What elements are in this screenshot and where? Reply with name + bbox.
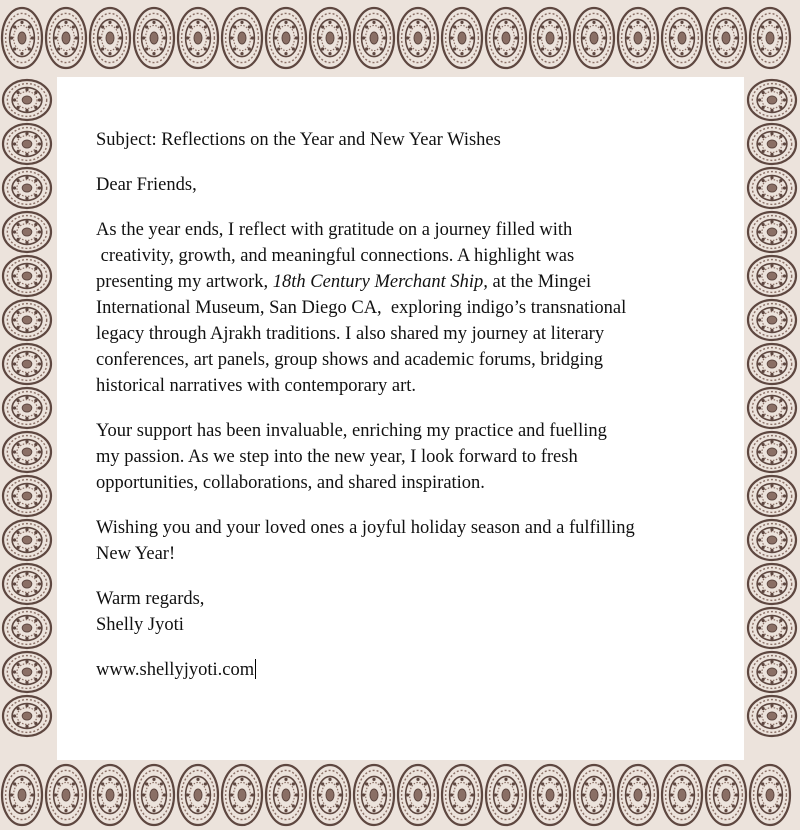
medallion-motif bbox=[748, 124, 796, 164]
medallion-motif bbox=[3, 520, 51, 560]
medallion-motif bbox=[266, 765, 306, 825]
medallion-motif bbox=[222, 8, 262, 68]
medallion-motif bbox=[574, 8, 614, 68]
medallion-motif bbox=[3, 124, 51, 164]
medallion-motif bbox=[3, 168, 51, 208]
medallion-motif bbox=[748, 256, 796, 296]
medallion-motif bbox=[748, 520, 796, 560]
medallion-motif bbox=[574, 765, 614, 825]
artwork-title: 18th Century Merchant Ship, bbox=[272, 272, 488, 292]
medallion-motif bbox=[310, 8, 350, 68]
text-line: opportunities, collaborations, and shared inspiration. bbox=[96, 473, 485, 493]
subject-line: Subject: Reflections on the Year and New Year Wishes bbox=[96, 130, 501, 150]
medallion-motif bbox=[90, 765, 130, 825]
closing: Warm regards, bbox=[96, 589, 205, 609]
medallion-motif bbox=[3, 564, 51, 604]
medallion-motif bbox=[748, 168, 796, 208]
medallion-motif bbox=[662, 8, 702, 68]
text-line: creativity, growth, and meaningful connections. A highlight was bbox=[96, 246, 575, 266]
medallion-motif bbox=[3, 608, 51, 648]
text-line: International Museum, San Diego CA, exploring indigo’s transnational bbox=[96, 298, 627, 318]
medallion-motif bbox=[3, 696, 51, 736]
paragraph-reflection bbox=[96, 217, 696, 399]
medallion-motif bbox=[662, 765, 702, 825]
medallion-motif bbox=[486, 8, 526, 68]
text-line: legacy through Ajrakh traditions. I also shared my journey at literary bbox=[96, 324, 605, 344]
medallion-motif bbox=[3, 388, 51, 428]
medallion-motif bbox=[3, 80, 51, 120]
greeting: Dear Friends, bbox=[96, 175, 197, 195]
text-line bbox=[96, 269, 696, 295]
medallion-motif bbox=[3, 476, 51, 516]
medallion-motif bbox=[748, 608, 796, 648]
medallion-motif bbox=[750, 765, 790, 825]
medallion-motif bbox=[3, 432, 51, 472]
letter-body bbox=[96, 127, 696, 683]
medallion-motif bbox=[3, 300, 51, 340]
medallion-motif bbox=[178, 765, 218, 825]
medallion-motif bbox=[618, 765, 658, 825]
paragraph-gratitude bbox=[96, 418, 696, 496]
medallion-motif bbox=[398, 765, 438, 825]
medallion-motif bbox=[748, 476, 796, 516]
signature: Shelly Jyoti bbox=[96, 615, 184, 635]
medallion-motif bbox=[748, 80, 796, 120]
medallion-motif bbox=[706, 765, 746, 825]
text-line: historical narratives with contemporary art. bbox=[96, 376, 417, 396]
medallion-motif bbox=[748, 652, 796, 692]
medallion-motif bbox=[618, 8, 658, 68]
medallion-motif bbox=[706, 8, 746, 68]
text-line: my passion. As we step into the new year, I look forward to fresh bbox=[96, 447, 578, 467]
medallion-motif bbox=[748, 564, 796, 604]
medallion-motif bbox=[90, 8, 130, 68]
text-fragment: at the Mingei bbox=[487, 272, 592, 292]
medallion-motif bbox=[354, 765, 394, 825]
medallion-motif bbox=[178, 8, 218, 68]
medallion-motif bbox=[748, 300, 796, 340]
website-link[interactable]: www.shellyjyoti.com bbox=[96, 660, 255, 680]
text-line: Your support has been invaluable, enriching my practice and fuelling bbox=[96, 421, 607, 441]
medallion-motif bbox=[3, 344, 51, 384]
medallion-motif bbox=[134, 8, 174, 68]
paragraph-wishes bbox=[96, 515, 696, 567]
medallion-motif bbox=[442, 765, 482, 825]
medallion-motif bbox=[266, 8, 306, 68]
medallion-motif bbox=[310, 765, 350, 825]
medallion-motif bbox=[3, 652, 51, 692]
text-fragment: presenting my artwork, bbox=[96, 272, 273, 292]
text-line: As the year ends, I reflect with gratitude on a journey filled with bbox=[96, 220, 573, 240]
medallion-motif bbox=[530, 765, 570, 825]
medallion-motif bbox=[354, 8, 394, 68]
medallion-motif bbox=[748, 388, 796, 428]
medallion-motif bbox=[2, 8, 42, 68]
medallion-motif bbox=[398, 8, 438, 68]
text-line: New Year! bbox=[96, 544, 176, 564]
medallion-motif bbox=[748, 212, 796, 252]
medallion-motif bbox=[3, 212, 51, 252]
medallion-motif bbox=[748, 432, 796, 472]
signoff-block bbox=[96, 586, 696, 638]
medallion-motif bbox=[486, 765, 526, 825]
medallion-motif bbox=[748, 696, 796, 736]
text-line: Wishing you and your loved ones a joyful holiday season and a fulfilling bbox=[96, 518, 635, 538]
medallion-motif bbox=[748, 344, 796, 384]
text-cursor bbox=[255, 659, 256, 679]
medallion-motif bbox=[750, 8, 790, 68]
text-line: conferences, art panels, group shows and academic forums, bridging bbox=[96, 350, 604, 370]
medallion-motif bbox=[442, 8, 482, 68]
website-line bbox=[96, 657, 696, 683]
medallion-motif bbox=[2, 765, 42, 825]
medallion-motif bbox=[3, 256, 51, 296]
medallion-motif bbox=[134, 765, 174, 825]
medallion-motif bbox=[46, 765, 86, 825]
medallion-motif bbox=[222, 765, 262, 825]
medallion-motif bbox=[530, 8, 570, 68]
medallion-motif bbox=[46, 8, 86, 68]
